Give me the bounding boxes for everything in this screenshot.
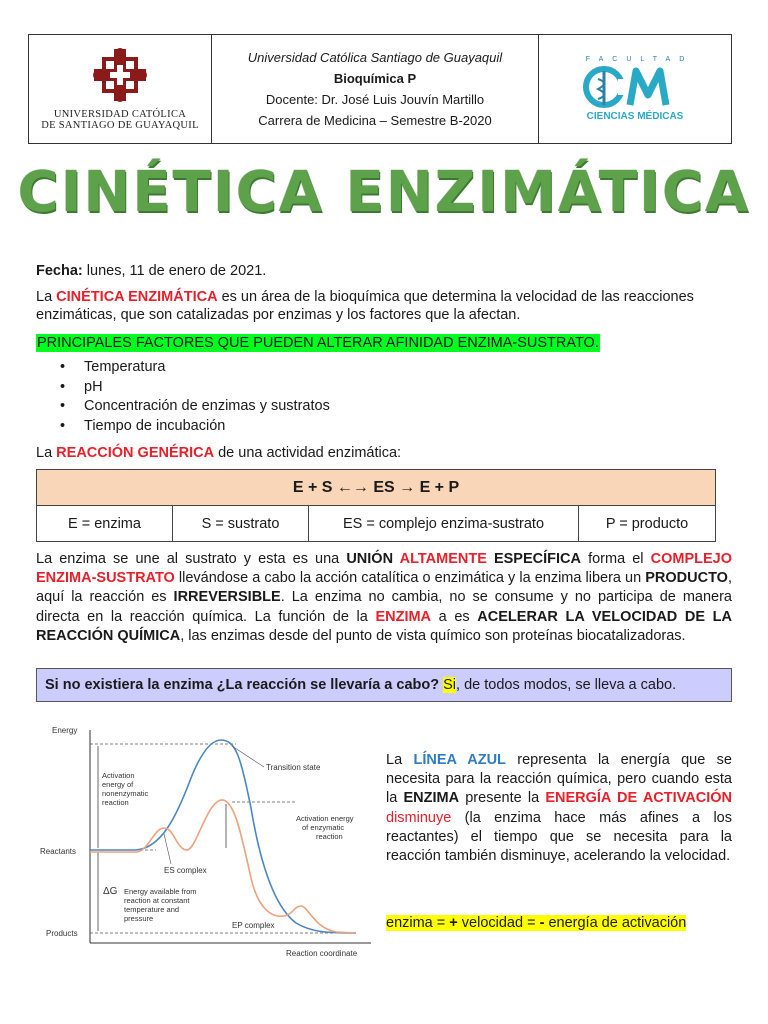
text-run: ALTAMENTE bbox=[399, 551, 487, 567]
text-run: LÍNEA AZUL bbox=[413, 752, 506, 768]
course-info bbox=[212, 35, 539, 143]
text-run: La bbox=[386, 752, 414, 768]
document-header bbox=[28, 34, 732, 144]
university-logo-block bbox=[29, 35, 212, 143]
label-line: energy of bbox=[102, 780, 134, 789]
table-cell: P = producto bbox=[579, 506, 716, 542]
page-title: CINÉTICA ENZIMÁTICA bbox=[17, 160, 751, 225]
summary-line bbox=[386, 915, 686, 931]
text-run: (la enzima hace más afines a los reactantes) el tiempo que se necesita para la reacción también disminuye, acelerando la velocidad. bbox=[386, 809, 732, 865]
list-item: • Temperatura bbox=[60, 358, 330, 378]
reaction-table bbox=[36, 469, 716, 542]
products-label: Products bbox=[46, 929, 78, 938]
course-name: Bioquímica P bbox=[333, 71, 417, 86]
generic-pre: La bbox=[36, 445, 57, 461]
text-run: disminuye bbox=[386, 809, 452, 826]
label-line: Activation bbox=[102, 771, 135, 780]
faculty-top-text: FACULTAD bbox=[585, 56, 694, 63]
text-run: + bbox=[449, 915, 458, 931]
table-cell: ES = complejo enzima-sustrato bbox=[309, 506, 579, 542]
answer-rest: , de todos modos, se lleva a cabo. bbox=[456, 677, 677, 693]
logo-line-2: DE SANTIAGO DE GUAYAQUIL bbox=[41, 120, 199, 131]
text-run: La enzima se une al sustrato y esta es una bbox=[36, 551, 347, 567]
text-run: velocidad = bbox=[457, 915, 540, 931]
transition-state-label: Transition state bbox=[266, 763, 321, 772]
faculty-logo-block bbox=[539, 35, 731, 143]
factors-list bbox=[60, 358, 330, 436]
label-line: of enzymatic bbox=[302, 823, 345, 832]
blue-line-explanation bbox=[386, 751, 732, 866]
generic-reaction-intro bbox=[36, 444, 732, 462]
text-run: enzima = bbox=[386, 915, 450, 931]
ep-complex-label: EP complex bbox=[232, 921, 275, 930]
university-crest-icon bbox=[92, 47, 148, 103]
answer-yes: Si bbox=[443, 677, 457, 693]
text-run: presente la bbox=[459, 790, 546, 807]
intro-paragraph bbox=[36, 288, 732, 324]
university-logo-text bbox=[41, 109, 199, 131]
es-complex-label: ES complex bbox=[164, 866, 207, 875]
date-line bbox=[36, 262, 732, 280]
delta-g-symbol: ΔG bbox=[103, 886, 118, 897]
faculty-cm-logo-icon bbox=[580, 65, 690, 109]
table-cell: E = enzima bbox=[37, 506, 173, 542]
x-axis-label: Reaction coordinate bbox=[286, 949, 358, 958]
label-line: Energy available from bbox=[124, 887, 197, 896]
text-run: COMPLEJO ENZIMA-SUSTRATO bbox=[36, 551, 732, 587]
faculty-name: CIENCIAS MÉDICAS bbox=[586, 111, 684, 122]
text-run: ACELERAR LA VELOCIDAD DE LA REACCIÓN QUÍMICA bbox=[36, 608, 732, 644]
intro-post: es un área de la bioquímica que determina la velocidad de las reacciones enzimáticas, que son catalizadas por enzimas y los factores que la afectan. bbox=[36, 289, 694, 323]
text-run: , aquí la reacción es bbox=[36, 570, 732, 606]
label-line: reaction bbox=[316, 832, 343, 841]
text-run: , las enzimas desde del punto de vista químico son proteínas biocatalizadoras. bbox=[180, 627, 686, 644]
text-run: representa la energía que se necesita para la reacción química, pero cuando esta la bbox=[386, 752, 732, 807]
y-axis-label: Energy bbox=[52, 726, 78, 735]
reactants-label: Reactants bbox=[40, 847, 77, 856]
reaction-equation: E + S ←→ ES → E + P bbox=[37, 470, 716, 506]
logo-line-1: UNIVERSIDAD CATÓLICA bbox=[53, 109, 187, 120]
label-line: Activation energy bbox=[296, 814, 354, 823]
label-line: reaction at constant bbox=[124, 896, 190, 905]
label-line: pressure bbox=[124, 914, 154, 923]
text-run: IRREVERSIBLE bbox=[173, 589, 281, 606]
list-item: • Concentración de enzimas y sustratos bbox=[60, 397, 330, 417]
text-run: ESPECÍFICA bbox=[486, 551, 581, 567]
list-item: • pH bbox=[60, 378, 330, 398]
generic-term: REACCIÓN GENÉRICA bbox=[56, 445, 215, 461]
transition-pointer bbox=[232, 746, 264, 767]
factors-heading: PRINCIPALES FACTORES QUE PUEDEN ALTERAR AFINIDAD ENZIMA-SUSTRATO. bbox=[37, 335, 599, 351]
question-text: Si no existiera la enzima ¿La reacción se llevaría a cabo? bbox=[45, 677, 440, 693]
text-run: UNIÓN bbox=[346, 551, 400, 567]
text-run: . La enzima no cambia, no se consume y no participa de manera directa en la reacción química. La función de la bbox=[36, 589, 732, 625]
text-run: energía de activación bbox=[544, 915, 687, 931]
energy-diagram bbox=[36, 718, 376, 963]
label-line: temperature and bbox=[124, 905, 180, 914]
text-run: - bbox=[539, 915, 545, 931]
text-run: llevándose a cabo la acción catalítica o enzimática y la enzima libera un bbox=[174, 570, 646, 587]
career-semester: Carrera de Medicina – Semestre B-2020 bbox=[258, 113, 492, 128]
intro-term: CINÉTICA ENZIMÁTICA bbox=[56, 289, 218, 305]
label-line: nonenzymatic bbox=[102, 789, 149, 798]
enzyme-paragraph bbox=[36, 550, 732, 646]
es-pointer bbox=[164, 834, 171, 864]
list-item: • Tiempo de incubación bbox=[60, 417, 330, 437]
text-run: a es bbox=[431, 608, 478, 625]
text-run: ENZIMA bbox=[375, 608, 432, 625]
label-line: reaction bbox=[102, 798, 129, 807]
table-cell: S = sustrato bbox=[173, 506, 309, 542]
text-run: forma el bbox=[580, 551, 651, 567]
text-run: PRODUCTO bbox=[645, 570, 728, 587]
question-box bbox=[36, 668, 732, 702]
date-value: lunes, 11 de enero de 2021. bbox=[82, 263, 267, 279]
date-label: Fecha: bbox=[36, 263, 83, 279]
university-name: Universidad Católica Santiago de Guayaquil bbox=[247, 50, 503, 65]
generic-post: de una actividad enzimática: bbox=[214, 445, 402, 461]
intro-pre: La bbox=[36, 289, 57, 305]
text-run: ENZIMA bbox=[403, 790, 460, 807]
text-run: ENERGÍA DE ACTIVACIÓN bbox=[545, 790, 732, 807]
teacher-name: Docente: Dr. José Luis Jouvín Martillo bbox=[265, 92, 485, 107]
